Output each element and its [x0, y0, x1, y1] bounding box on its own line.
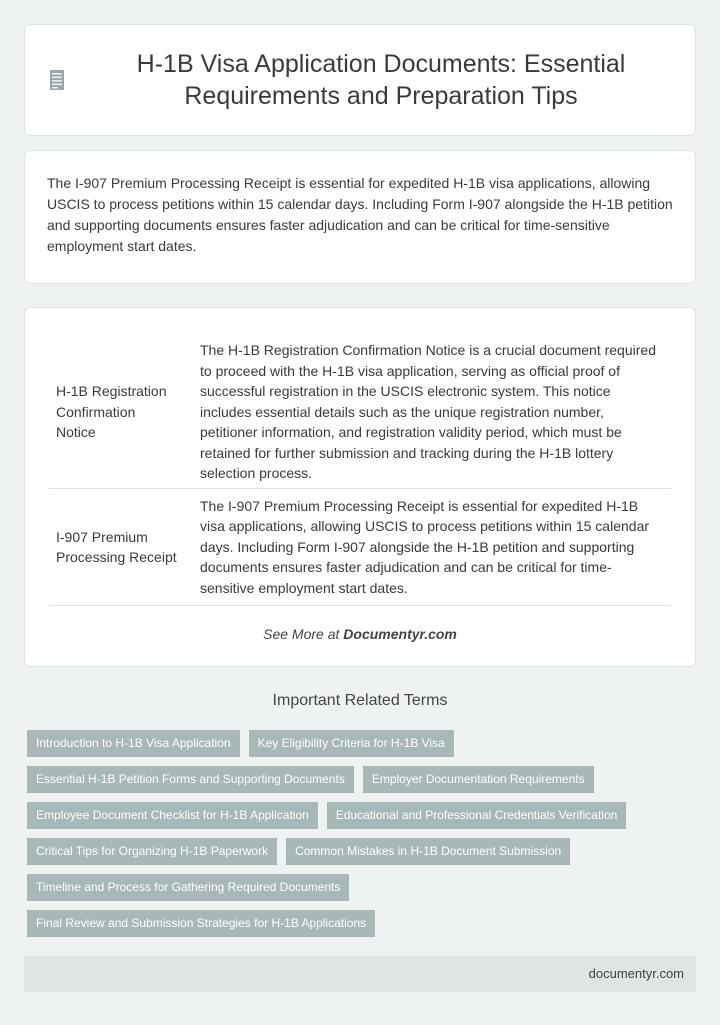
- related-term-tag[interactable]: Educational and Professional Credentials Verification: [327, 802, 627, 829]
- see-more-brand[interactable]: Documentyr.com: [343, 626, 457, 642]
- related-term-tag[interactable]: Introduction to H-1B Visa Application: [27, 730, 240, 757]
- document-term: I-907 Premium Processing Receipt: [49, 489, 186, 606]
- related-term-tag[interactable]: Final Review and Submission Strategies for H-1B Applications: [27, 910, 375, 937]
- document-icon: [49, 69, 65, 91]
- related-term-tag[interactable]: Essential H-1B Petition Forms and Supporting Documents: [27, 766, 354, 793]
- footer-site[interactable]: documentyr.com: [588, 966, 684, 981]
- header-card: [24, 24, 696, 136]
- related-term-tag[interactable]: Employee Document Checklist for H-1B Application: [27, 802, 318, 829]
- related-terms-heading: Important Related Terms: [272, 692, 448, 709]
- page-title: H-1B Visa Application Documents: Essential Requirements and Preparation Tips: [136, 50, 626, 110]
- document-description: The I-907 Premium Processing Receipt is essential for expedited H-1B visa applications, allowing USCIS to process petitions within 15 calendar days. Including Form I-907 alongside the H-1B petition and supporting documents ensures faster adjudication and can be critical for time-sensitive employment start dates.: [186, 489, 671, 606]
- documents-table: [49, 336, 671, 606]
- summary-card: [24, 150, 696, 284]
- see-more-link[interactable]: [49, 626, 671, 642]
- table-row: [49, 336, 671, 489]
- related-term-tag[interactable]: Key Eligibility Criteria for H-1B Visa: [249, 730, 454, 757]
- footer: [24, 956, 696, 992]
- related-term-tag[interactable]: Timeline and Process for Gathering Required Documents: [27, 874, 349, 901]
- see-more-prefix: See More at: [263, 626, 344, 642]
- document-term: H-1B Registration Confirmation Notice: [49, 336, 186, 489]
- documents-table-card: [24, 307, 696, 667]
- related-terms-list: [27, 730, 697, 946]
- related-term-tag[interactable]: Common Mistakes in H-1B Document Submission: [286, 838, 570, 865]
- document-description: The H-1B Registration Confirmation Notice is a crucial document required to proceed with the H-1B visa application, serving as official proof of successful registration in the USCIS electronic system. This notice includes essential details such as the unique registration number, petitioner information, and registration validity period, which must be retained for further submission and tracking during the H-1B lottery selection process.: [186, 336, 671, 489]
- related-term-tag[interactable]: Critical Tips for Organizing H-1B Paperwork: [27, 838, 277, 865]
- related-term-tag[interactable]: Employer Documentation Requirements: [363, 766, 594, 793]
- table-row: [49, 489, 671, 606]
- summary-text: The I-907 Premium Processing Receipt is essential for expedited H-1B visa applications, allowing USCIS to process petitions within 15 calendar days. Including Form I-907 alongside the H-1B petition and supporting documents ensures faster adjudication and can be critical for time-sensitive employment start dates.: [47, 175, 673, 254]
